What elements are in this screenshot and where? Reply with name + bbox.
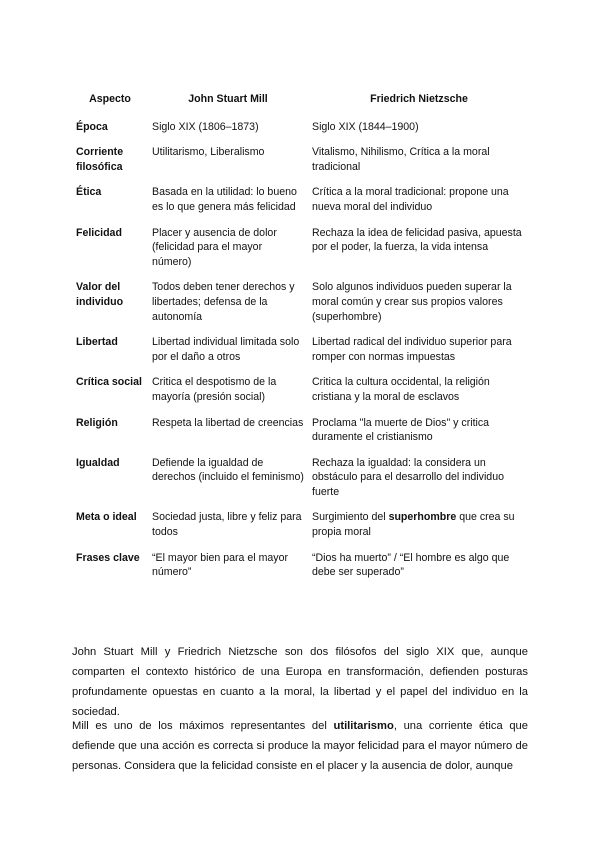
aspect-cell: Época	[76, 120, 108, 133]
table-header-row	[72, 88, 530, 115]
aspect-cell: Valor del individuo	[76, 281, 124, 308]
aspect-cell: Igualdad	[76, 456, 120, 469]
aspect-cell: Libertad	[76, 336, 118, 349]
mill-cell: Basada en la utilidad: lo bueno es lo que genera más felicidad	[152, 186, 297, 213]
aspect-cell: Felicidad	[76, 226, 122, 239]
nietzsche-cell: Proclama "la muerte de Dios" y critica duramente el cristianismo	[312, 416, 490, 444]
nietzsche-cell: Vitalismo, Nihilismo, Crítica a la moral tradicional	[312, 146, 490, 173]
header-nietzsche: Friedrich Nietzsche	[370, 93, 468, 105]
bold-term: utilitarismo	[333, 720, 394, 733]
mill-cell: Utilitarismo, Liberalismo	[152, 146, 265, 159]
table-row	[72, 180, 530, 220]
nietzsche-cell: Solo algunos individuos pueden superar la moral común y crear sus propios valores (superhombre)	[312, 281, 512, 323]
mill-cell: Todos deben tener derechos y libertades; defensa de la autonomía	[152, 281, 295, 323]
header-aspect: Aspecto	[89, 93, 131, 105]
aspect-cell: Frases clave	[76, 551, 140, 564]
mill-cell: Libertad individual limitada solo por el daño a otros	[152, 336, 300, 363]
mill-cell: Placer y ausencia de dolor (felicidad para el mayor número)	[152, 226, 277, 268]
nietzsche-cell: Siglo XIX (1844–1900)	[312, 120, 419, 133]
table-row	[72, 505, 530, 545]
mill-cell: Defiende la igualdad de derechos (incluido el feminismo)	[152, 456, 304, 484]
table-row	[72, 221, 530, 276]
table-row	[72, 140, 530, 180]
table-row	[72, 451, 530, 506]
bold-term: superhombre	[388, 511, 457, 524]
paragraph-intro: John Stuart Mill y Friedrich Nietzsche son dos filósofos del siglo XIX que, aunque comparten el contexto histórico de una Europa en transformación, defienden posturas profundamente opuestas en cuanto a la moral, la libertad y el papel del individuo en la sociedad.	[72, 646, 528, 718]
nietzsche-cell: Surgimiento del superhombre que crea su propia moral	[312, 511, 515, 539]
nietzsche-cell: Libertad radical del individuo superior para romper con normas impuestas	[312, 336, 512, 363]
mill-cell: Siglo XIX (1806–1873)	[152, 120, 259, 133]
nietzsche-cell: Rechaza la igualdad: la considera un obstáculo para el desarrollo del individuo fuerte	[312, 456, 504, 498]
table-row	[72, 115, 530, 141]
nietzsche-cell: “Dios ha muerto” / “El hombre es algo que debe ser superado”	[312, 551, 510, 579]
table-row	[72, 411, 530, 451]
aspect-cell: Ética	[76, 186, 102, 199]
aspect-cell: Meta o ideal	[76, 511, 137, 524]
header-mill: John Stuart Mill	[188, 93, 268, 105]
paragraph-mill: Mill es uno de los máximos representantes del utilitarismo, una corriente ética que defiende que una acción es correcta si produce la mayor felicidad para el mayor número de personas. Considera que la felicidad consiste en el placer y la ausencia de dolor, aunque	[72, 720, 529, 772]
aspect-cell: Religión	[76, 416, 118, 429]
mill-cell: Critica el despotismo de la mayoría (presión social)	[152, 376, 277, 403]
nietzsche-cell: Critica la cultura occidental, la religión cristiana y la moral de esclavos	[312, 376, 490, 403]
mill-cell: Respeta la libertad de creencias	[152, 416, 304, 429]
aspect-cell: Crítica social	[76, 376, 142, 389]
aspect-cell: Corriente filosófica	[76, 146, 124, 173]
table-row	[72, 330, 530, 370]
nietzsche-cell: Rechaza la idea de felicidad pasiva, apuesta por el poder, la fuerza, la vida intensa	[312, 226, 522, 254]
nietzsche-cell: Crítica a la moral tradicional: propone una nueva moral del individuo	[312, 186, 509, 213]
mill-cell: Sociedad justa, libre y feliz para todos	[152, 511, 302, 539]
table-body	[72, 115, 530, 586]
table-row	[72, 546, 530, 586]
mill-cell: “El mayor bien para el mayor número”	[152, 551, 289, 579]
table-row	[72, 370, 530, 410]
comparison-table	[72, 88, 530, 586]
table-row	[72, 275, 530, 330]
